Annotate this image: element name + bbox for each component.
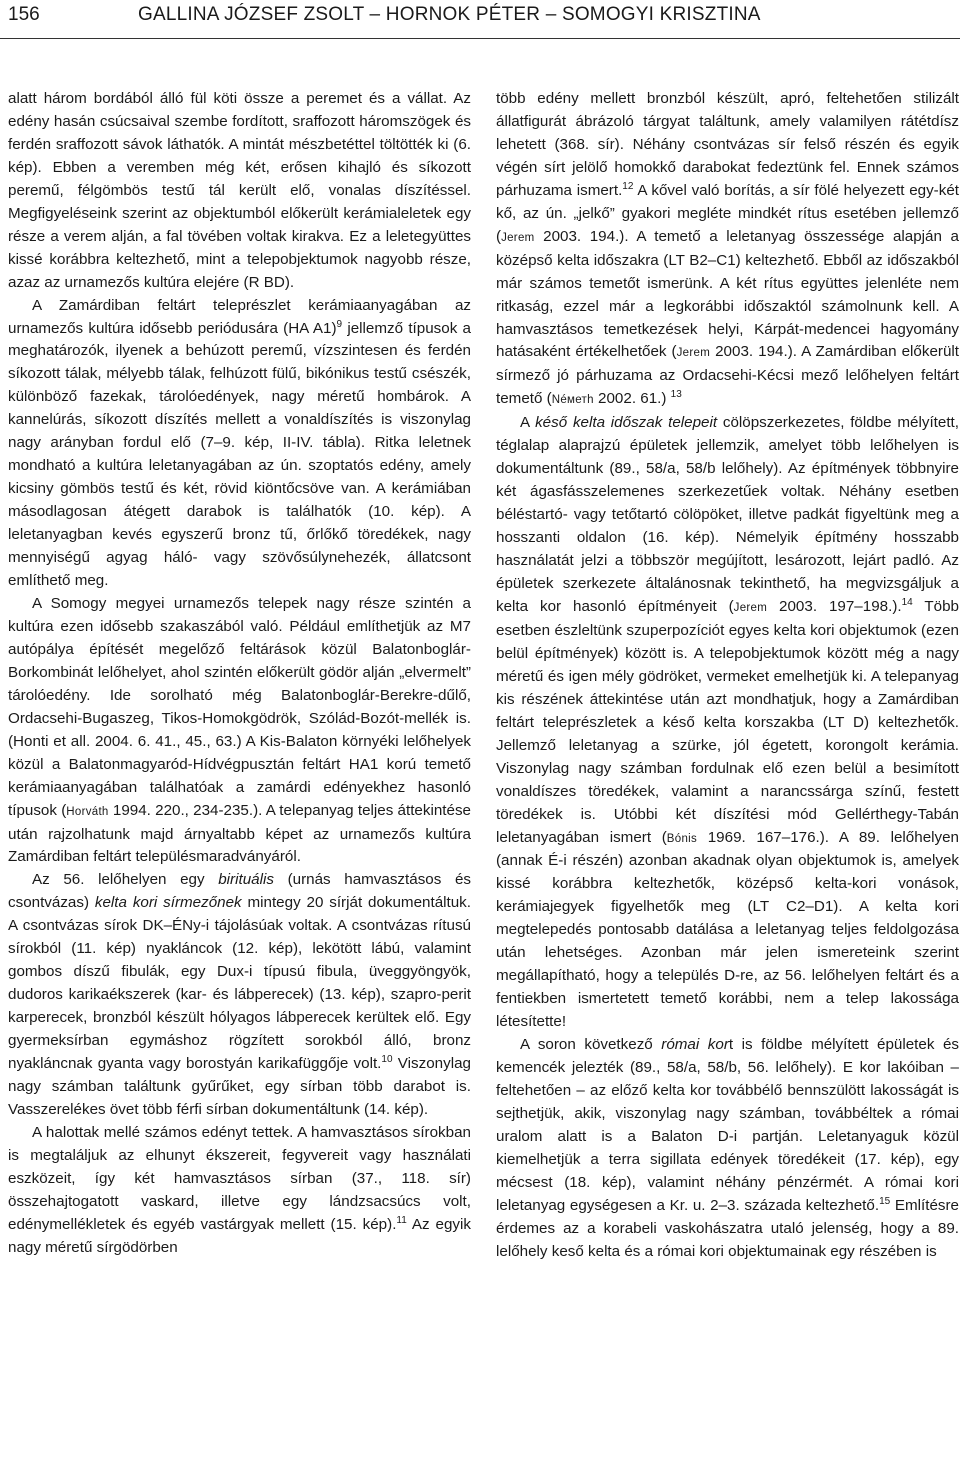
footnote-ref: 10 [381, 1054, 393, 1066]
paragraph: Az 56. lelőhelyen egy birituális (urnás hamvasztásos és csontvázas) kelta kori sírmezőnek mintegy 20 sírját dokumentáltuk. A csontvázas sírok DK–ÉNy-i tájolásúak voltak. A csontvázas rítusú sírokból (11. kép) nyakláncok (12. kép), lekötött lábú, valamint gombos díszű fibulák, egy Dux-i típusú fibula, üveggyöngyök, dudoros karikaékszerek (kar- és lábperecek) (13. kép), szapro-perit karperecek, bronzból készült hólyagos lábperecek kerültek elő. Egy gyermeksírban egymáshoz rögzített sorokból álló, bronz nyakláncnak gyanta vagy borostyán karikafüggője volt.$^{10}$ Viszonylag nagy számban találtunk gyűrűket, egy sírban több darabot is. Vasszerelékes övet több férfi sírban dokumentáltunk (14. kép). [8, 871, 471, 1118]
author-smallcaps: Néметh [551, 394, 594, 407]
footnote-ref: 14 [901, 596, 913, 608]
paragraph: alatt három bordából álló fül köti össze a peremet és a vállat. Az edény hasán csúcsaival szembe fordított, sraffozott háromszögek és ferdén sraffozott sávok láthatók. A mintát mészbetéttel töltötték ki (6. kép). Ebben a veremben még két, erősen kihajló és síkozott peremű, félgömbös testű tál került elő, vonalas díszítéssel. Megfigyeléseink szerint az objektumból előkerült kerámialeletek egy része a verem alján, a fal tövében voltak kirakva. Ez a leletegyüttes kissé korábbra keltezhető, mint a telepobjektumok nagyobb része, azaz az urnamezős kultúra elejére (R BD). [8, 90, 471, 291]
italic-term: késő kelta időszak telepeit [535, 414, 718, 432]
footnote-ref: 12 [622, 180, 634, 192]
footnote-ref: 9 [336, 318, 343, 330]
author-smallcaps: Jerem [676, 347, 711, 360]
italic-term: kelta kori sírmezőnek [94, 894, 242, 912]
paragraph: A Somogy megyei urnamezős telepek nagy része szintén a kultúra ezen idősebb szakaszából való. Például említhetjük az M7 autópálya építését megelőző feltárások közül Balatonboglár-Borkombinát lelőhelyet, ahol szintén előkerült gödör alján „elvermelt” tárolóedény. Ide sorolható még Balatonboglár-Berekre-dűlő, Ordacsehi-Bugaszeg, Tikos-Homokgödrök, Szólád-Bozót-mellék is. (Honti et all. 2004. 6. 41., 45., 63.) A Kis-Balaton környéki lelőhelyek közül a Balatonmagyaród-Hídvégpusztán feltárt HA1 korú temető kerámiaanyagában találhatóak a zamárdi edényekhez hasonló típusok (Horváth 1994. 220., 234-235.). A telepanyag teljes áttekintése után rajzolhatunk majd árnyaltabb képet az urnamezős kultúra Zamárdiban feltárt településmaradványáról. [8, 594, 471, 866]
author-smallcaps: Jerem [501, 231, 535, 244]
left-column [8, 88, 471, 1260]
footnote-ref: 13 [670, 389, 682, 401]
right-column [496, 88, 959, 1264]
header-rule [0, 38, 960, 39]
author-smallcaps: Horváth [66, 805, 109, 818]
author-smallcaps: Jerem [733, 601, 768, 614]
italic-term: római kor [661, 1036, 729, 1054]
paragraph: A késő kelta időszak telepeit cölöpszerkezetes, földbe mélyített, téglalap alaprajzú épületek jellemzik, amelyet több lelőhelyen is dokumentáltunk (89., 58/a, 58/b lelőhely). Az építmények többnyire két ágasfásszelemenes szerkezetűek voltak. Néhány esetben béléstartó- vagy tetőtartó cölöpöket, illetve padkát figyeltünk meg a hosszanti oldalon (16. kép). Némelyik építmény hosszabb használatát jelzi a többször megújított, lesározott, lejárt padló. Az épületek szerkezete általánosnak tekinthető, ha megvizsgáljuk a kelta kor hasonló építményeit (Jerem 2003. 197–198.).$^{14}$ Több esetben észleltünk szuperpozíciót egyes kelta kori objektumok (ezen belül építmények) között is. A telepobjektumok között még a nagy méretű és igen mély gödröket, vermeket emelhetjük ki. A telepanyag kis részének áttekintése után azt mondhatjuk, hogy a Zamárdiban feltárt teleprészletek a késő kelta korszakba (LT D) keltezhetők. Jellemző leletanyag a szürke, jól égetett, korongolt kerámia. Viszonylag nagy számban fordulnak elő ezen belül a besimított vonaldíszes töredékek, valamint a narancssárga színű, festett töredékek is. Utóbbi két díszítési mód Gellérthegy-Tabán leletanyagában ismert (Bónis 1969. 167–176.). A 89. lelőhelyen (annak É-i részén) azonban akadnak olyan objektumok is, amelyek kissé korábbra keltezhetők, középső kelta-kori vonások, kerámiajegyek figyelhetők meg (LT C2–D1). A kelta kori megtelepedés pontosabb datálása a leletanyag teljes feldolgozása után lehetséges. Azonban már jelen ismereteink szerint megállapítható, hogy a település D-re, az 56. lelőhelyen feltárt és a fentiekben ismertetett temető korábbi, nem a telep lakossága létesítette! [496, 414, 960, 1031]
paragraph: A soron következő római kort is földbe mélyített épületek és kemencék jelezték (89., 58/a, 58/b, 56. lelőhely). E kor lakóiban – feltehetően – az előző kelta kor továbbélő bennszülött lakosságát is sejthetjük, akik, viszonylag nagy számban, továbbéltek a római uralom alatt is a Balaton D-i partján. Leletanyaguk közül kiemelhetjük a terra sigillata edények töredékeit (17. kép), egy mécsest (18. kép), valamint néhány pénzérmét. A római kori leletanyag egységesen a Kr. u. 2–3. százada keltezhető.$^{15}$ Említésre érdemes az a korabeli vaskohászatra utaló jelenség, hogy a 89. lelőhely keső kelta és a római kori objektumainak egy részében is [496, 1036, 960, 1260]
paragraph: több edény mellett bronzból készült, apró, feltehetően stilizált állatfigurát ábrázoló tárgyat találtunk, amely valamilyen rátétdísz lehetett (368. sír). Néhány csontvázas sír felső részén és egyik végén sírt jelölő homokkő darabokat fedeztünk fel. Ennek számos párhuzama ismert.$^{12}$ A kővel való borítás, a sír fölé helyezett egy-két kő, az ún. „jelkő” gyakori megléte mindkét rítus esetében jellemző (Jerem 2003. 194.). A temető a leletanyag összessége alapján a középső kelta időszakra (LT B2–C1) keltezhető. Ebből az időszakból már számos temetőt ismerünk. A két rítus együttes jelenléte nem ritkaság, ezzel már a legkorábbi időszaktól számolnunk kell. A hamvasztásos temetkezések helyi, Kárpát-medencei hagyomány hatásaként értékelhetőek (Jerem 2003. 194.). A Zamárdiban előkerült sírmező jó párhuzama az Ordacsehi-Kécsi mező lelőhelyen feltárt temető (Néметh 2002. 61.) $^{13}$ [496, 90, 959, 408]
author-smallcaps: Bónis [666, 832, 698, 845]
italic-term: birituális [218, 871, 274, 889]
footnote-ref: 11 [396, 1214, 407, 1226]
paragraph: A halottak mellé számos edényt tettek. A hamvasztásos sírokban is megtaláljuk az elhunyt ékszereit, fegyvereit vagy használati eszközeit, így két hamvasztásos sírban (37., 118. sír) összehajtogatott vaskard, illetve egy lándzsacsúcs volt, edénymellékletek és egyéb vastárgyak mellett (15. kép).$^{11}$ Az egyik nagy méretű sírgödörben [8, 1123, 471, 1256]
page-number: 156 [8, 4, 40, 25]
footnote-ref: 15 [879, 1195, 891, 1207]
paragraph: A Zamárdiban feltárt teleprészlet kerámiaanyagában az urnamezős kultúra idősebb periódusára (HA A1)$^9$ jellemző típusok a meghatározók, ilyenek a behúzott peremű, vízszintesen és ferdén síkozott tálak, mélyebb tálak, felhúzott fülű, bikónikus testű csészék, különböző fazekak, tárolóedények, nagy méretű hombárok. A kannelúrás, síkozott díszítés mellett a vonaldíszítés is viszonylag nagy arányban fordul elő (7–9. kép, II-IV. tábla). Ritka leletnek mondható a kultúra leletanyagában az ún. szoptatós edény, amely kicsiny gömbös testű és két, rövid kiöntőcsöve van. A kerámiában másodlagosan átégett darabok is találhatók (10. kép). A leletanyagban kevés egyszerű bronz tű, őrlőkő töredékek, nagy mennyiségű agyag háló- vagy szövősúlynehezék, állatcsont említhető meg. [8, 296, 471, 590]
running-head: GALLINA JÓZSEF ZSOLT – HORNOK PÉTER – SOMOGYI KRISZTINA [138, 4, 761, 25]
page-header [0, 0, 960, 34]
